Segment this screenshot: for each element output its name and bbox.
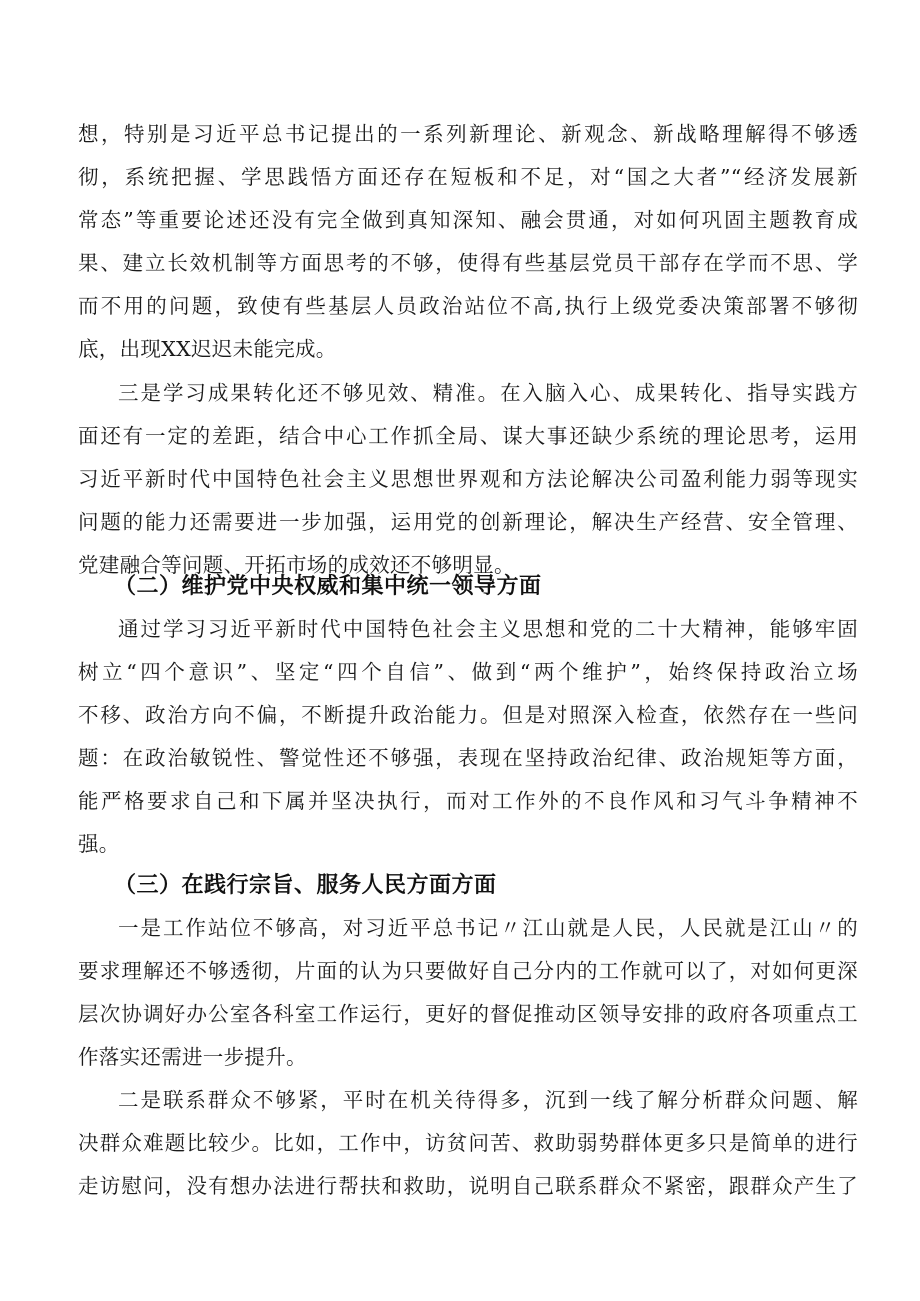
paragraph-line: 常态”等重要论述还没有完全做到真知深知、融会贯通，对如何巩固主题教育成	[78, 208, 858, 232]
paragraph-line: 二是联系群众不够紧，平时在机关待得多，沉到一线了解分析群众问题、解	[118, 1088, 858, 1112]
paragraph-line: 习近平新时代中国特色社会主义思想世界观和方法论解决公司盈利能力弱等现实	[78, 467, 858, 491]
paragraph-line: 三是学习成果转化还不够见效、精准。在入脑入心、成果转化、指导实践方	[118, 381, 858, 405]
paragraph-line: 一是工作站位不够高，对习近平总书记〃江山就是人民，人民就是江山〃的	[118, 916, 858, 940]
paragraph-line: 题：在政治敏锐性、警觉性还不够强，表现在坚持政治纪律、政治规矩等方面，	[78, 746, 858, 770]
paragraph-line: 强。	[78, 832, 120, 856]
paragraph-line: 作落实还需进一步提升。	[78, 1045, 307, 1069]
paragraph-line: 通过学习习近平新时代中国特色社会主义思想和党的二十大精神，能够牢固	[118, 617, 858, 641]
paragraph-line: 而不用的问题，致使有些基层人员政治站位不高,执行上级党委决策部署不够彻	[78, 294, 858, 318]
paragraph-2	[78, 372, 858, 587]
paragraph-line: 问题的能力还需要进一步加强，运用党的创新理论，解决生产经营、安全管理、	[78, 510, 858, 534]
paragraph-line: 不移、政治方向不偏，不断提升政治能力。但是对照深入检查，依然存在一些问	[78, 703, 858, 727]
paragraph-4	[78, 907, 858, 1079]
paragraph-line: 面还有一定的差距，结合中心工作抓全局、谋大事还缺少系统的理论思考，运用	[78, 424, 858, 448]
paragraph-3	[78, 608, 858, 866]
paragraph-line: 彻，系统把握、学思践悟方面还存在短板和不足，对“国之大者”“经济发展新	[78, 165, 858, 189]
paragraph-line: 能严格要求自己和下属并坚决执行，而对工作外的不良作风和习气斗争精神不	[78, 789, 858, 813]
paragraph-line: 走访慰问，没有想办法进行帮扶和救助，说明自己联系群众不紧密，跟群众产生了	[78, 1174, 858, 1198]
paragraph-line: 果、建立长效机制等方面思考的不够，使得有些基层党员干部存在学而不思、学	[78, 251, 858, 275]
paragraph-line: 决群众难题比较少。比如，工作中，访贫问苦、救助弱势群体更多只是简单的进行	[78, 1131, 858, 1155]
paragraph-line: 层次协调好办公室各科室工作运行，更好的督促推动区领导安排的政府各项重点工	[78, 1002, 858, 1026]
paragraph-line: 要求理解还不够透彻，片面的认为只要做好自己分内的工作就可以了，对如何更深	[78, 959, 858, 983]
paragraph-line: 树立“四个意识”、坚定“四个自信”、做到“两个维护”，始终保持政治立场	[78, 660, 858, 684]
section-heading-3: （三）在践行宗旨、服务人民方面方面	[114, 873, 497, 898]
paragraph-line: 党建融合等问题、开拓市场的成效还不够明显。	[78, 553, 515, 577]
paragraph-1	[78, 113, 858, 371]
paragraph-line: 底，出现XX迟迟未能完成。	[78, 337, 337, 361]
section-heading-2: （二）维护党中央权威和集中统一领导方面	[114, 574, 542, 599]
paragraph-line: 想，特别是习近平总书记提出的一系列新理论、新观念、新战略理解得不够透	[78, 122, 858, 146]
paragraph-5	[78, 1079, 858, 1208]
